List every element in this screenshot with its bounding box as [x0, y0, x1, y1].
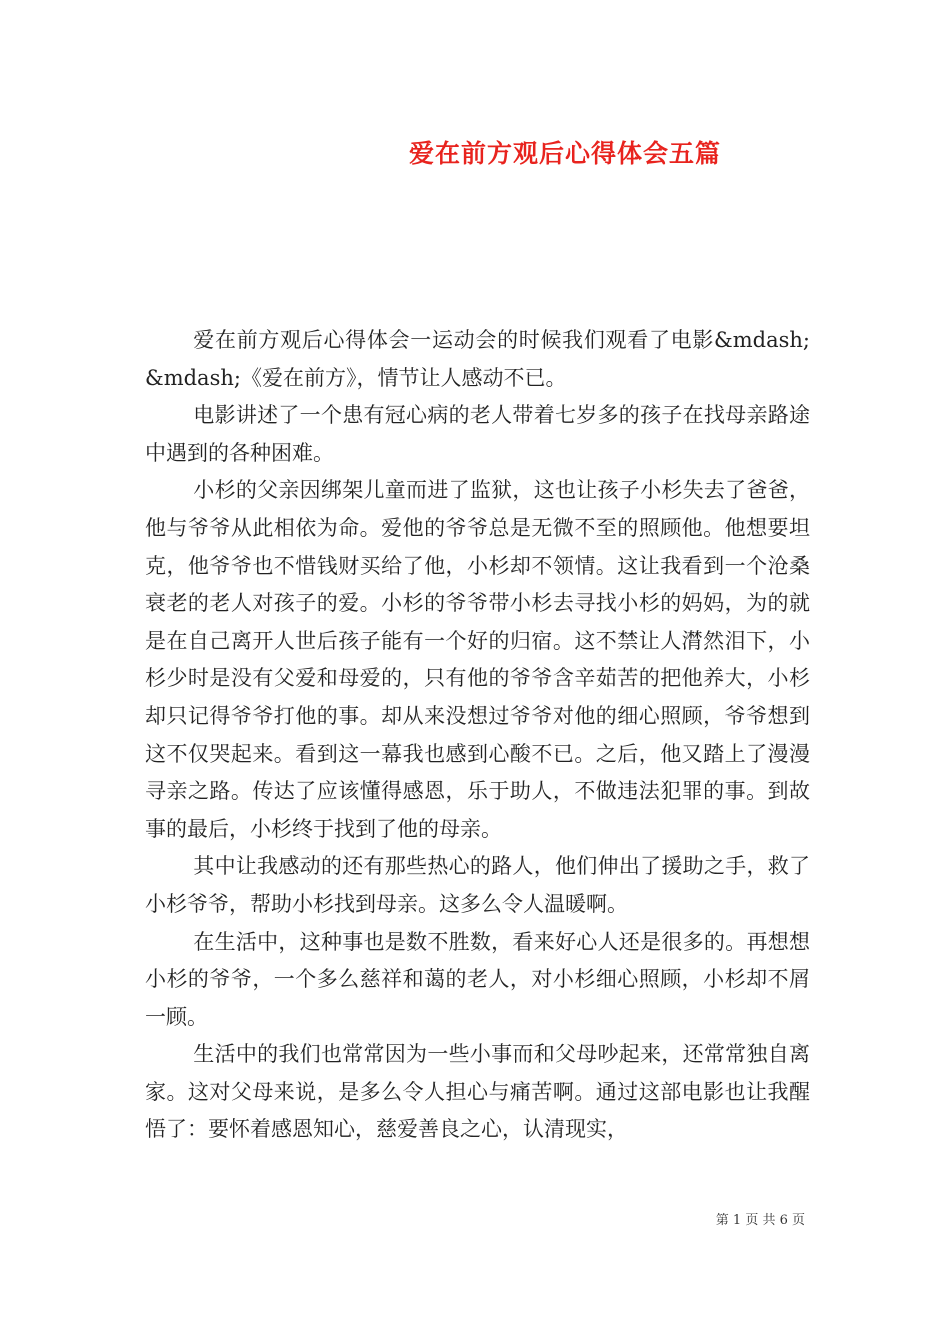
paragraph-6: 生活中的我们也常常因为一些小事而和父母吵起来，还常常独自离家。这对父母来说，是多么令人担心与痛苦啊。通过这部电影也让我醒悟了：要怀着感恩知心，慈爱善良之心，认清现实， — [145, 1042, 810, 1142]
page-number-footer: 第 1 页 共 6 页 — [715, 1213, 805, 1228]
document-body — [145, 322, 810, 1149]
paragraph-5: 在生活中，这种事也是数不胜数，看来好心人还是很多的。再想想小杉的爷爷，一个多么慈祥和蔼的老人，对小杉细心照顾，小杉却不屑一顾。 — [145, 929, 810, 1029]
paragraph-3: 小杉的父亲因绑架儿童而进了监狱，这也让孩子小杉失去了爸爸，他与爷爷从此相依为命。爱他的爷爷总是无微不至的照顾他。他想要坦克，他爷爷也不惜钱财买给了他，小杉却不领情。这让我看到一个沧桑衰老的老人对孩子的爱。小杉的爷爷带小杉去寻找小杉的妈妈，为的就是在自己离开人世后孩子能有一个好的归宿。这不禁让人潸然泪下，小杉少时是没有父爱和母爱的，只有他的爷爷含辛茹苦的把他养大，小杉却只记得爷爷打他的事。却从来没想过爷爷对他的细心照顾，爷爷想到这不仅哭起来。看到这一幕我也感到心酸不已。之后，他又踏上了漫漫寻亲之路。传达了应该懂得感恩，乐于助人，不做违法犯罪的事。到故事的最后，小杉终于找到了他的母亲。 — [145, 478, 810, 841]
paragraph-1: 爱在前方观后心得体会一运动会的时候我们观看了电影&mdash;&mdash;《爱在前方》，情节让人感动不已。 — [145, 328, 810, 390]
paragraph-4: 其中让我感动的还有那些热心的路人，他们伸出了援助之手，救了小杉爷爷，帮助小杉找到母亲。这多么令人温暖啊。 — [145, 854, 810, 916]
page-title: 爱在前方观后心得体会五篇 — [408, 139, 721, 168]
paragraph-2: 电影讲述了一个患有冠心病的老人带着七岁多的孩子在找母亲路途中遇到的各种困难。 — [145, 403, 810, 465]
